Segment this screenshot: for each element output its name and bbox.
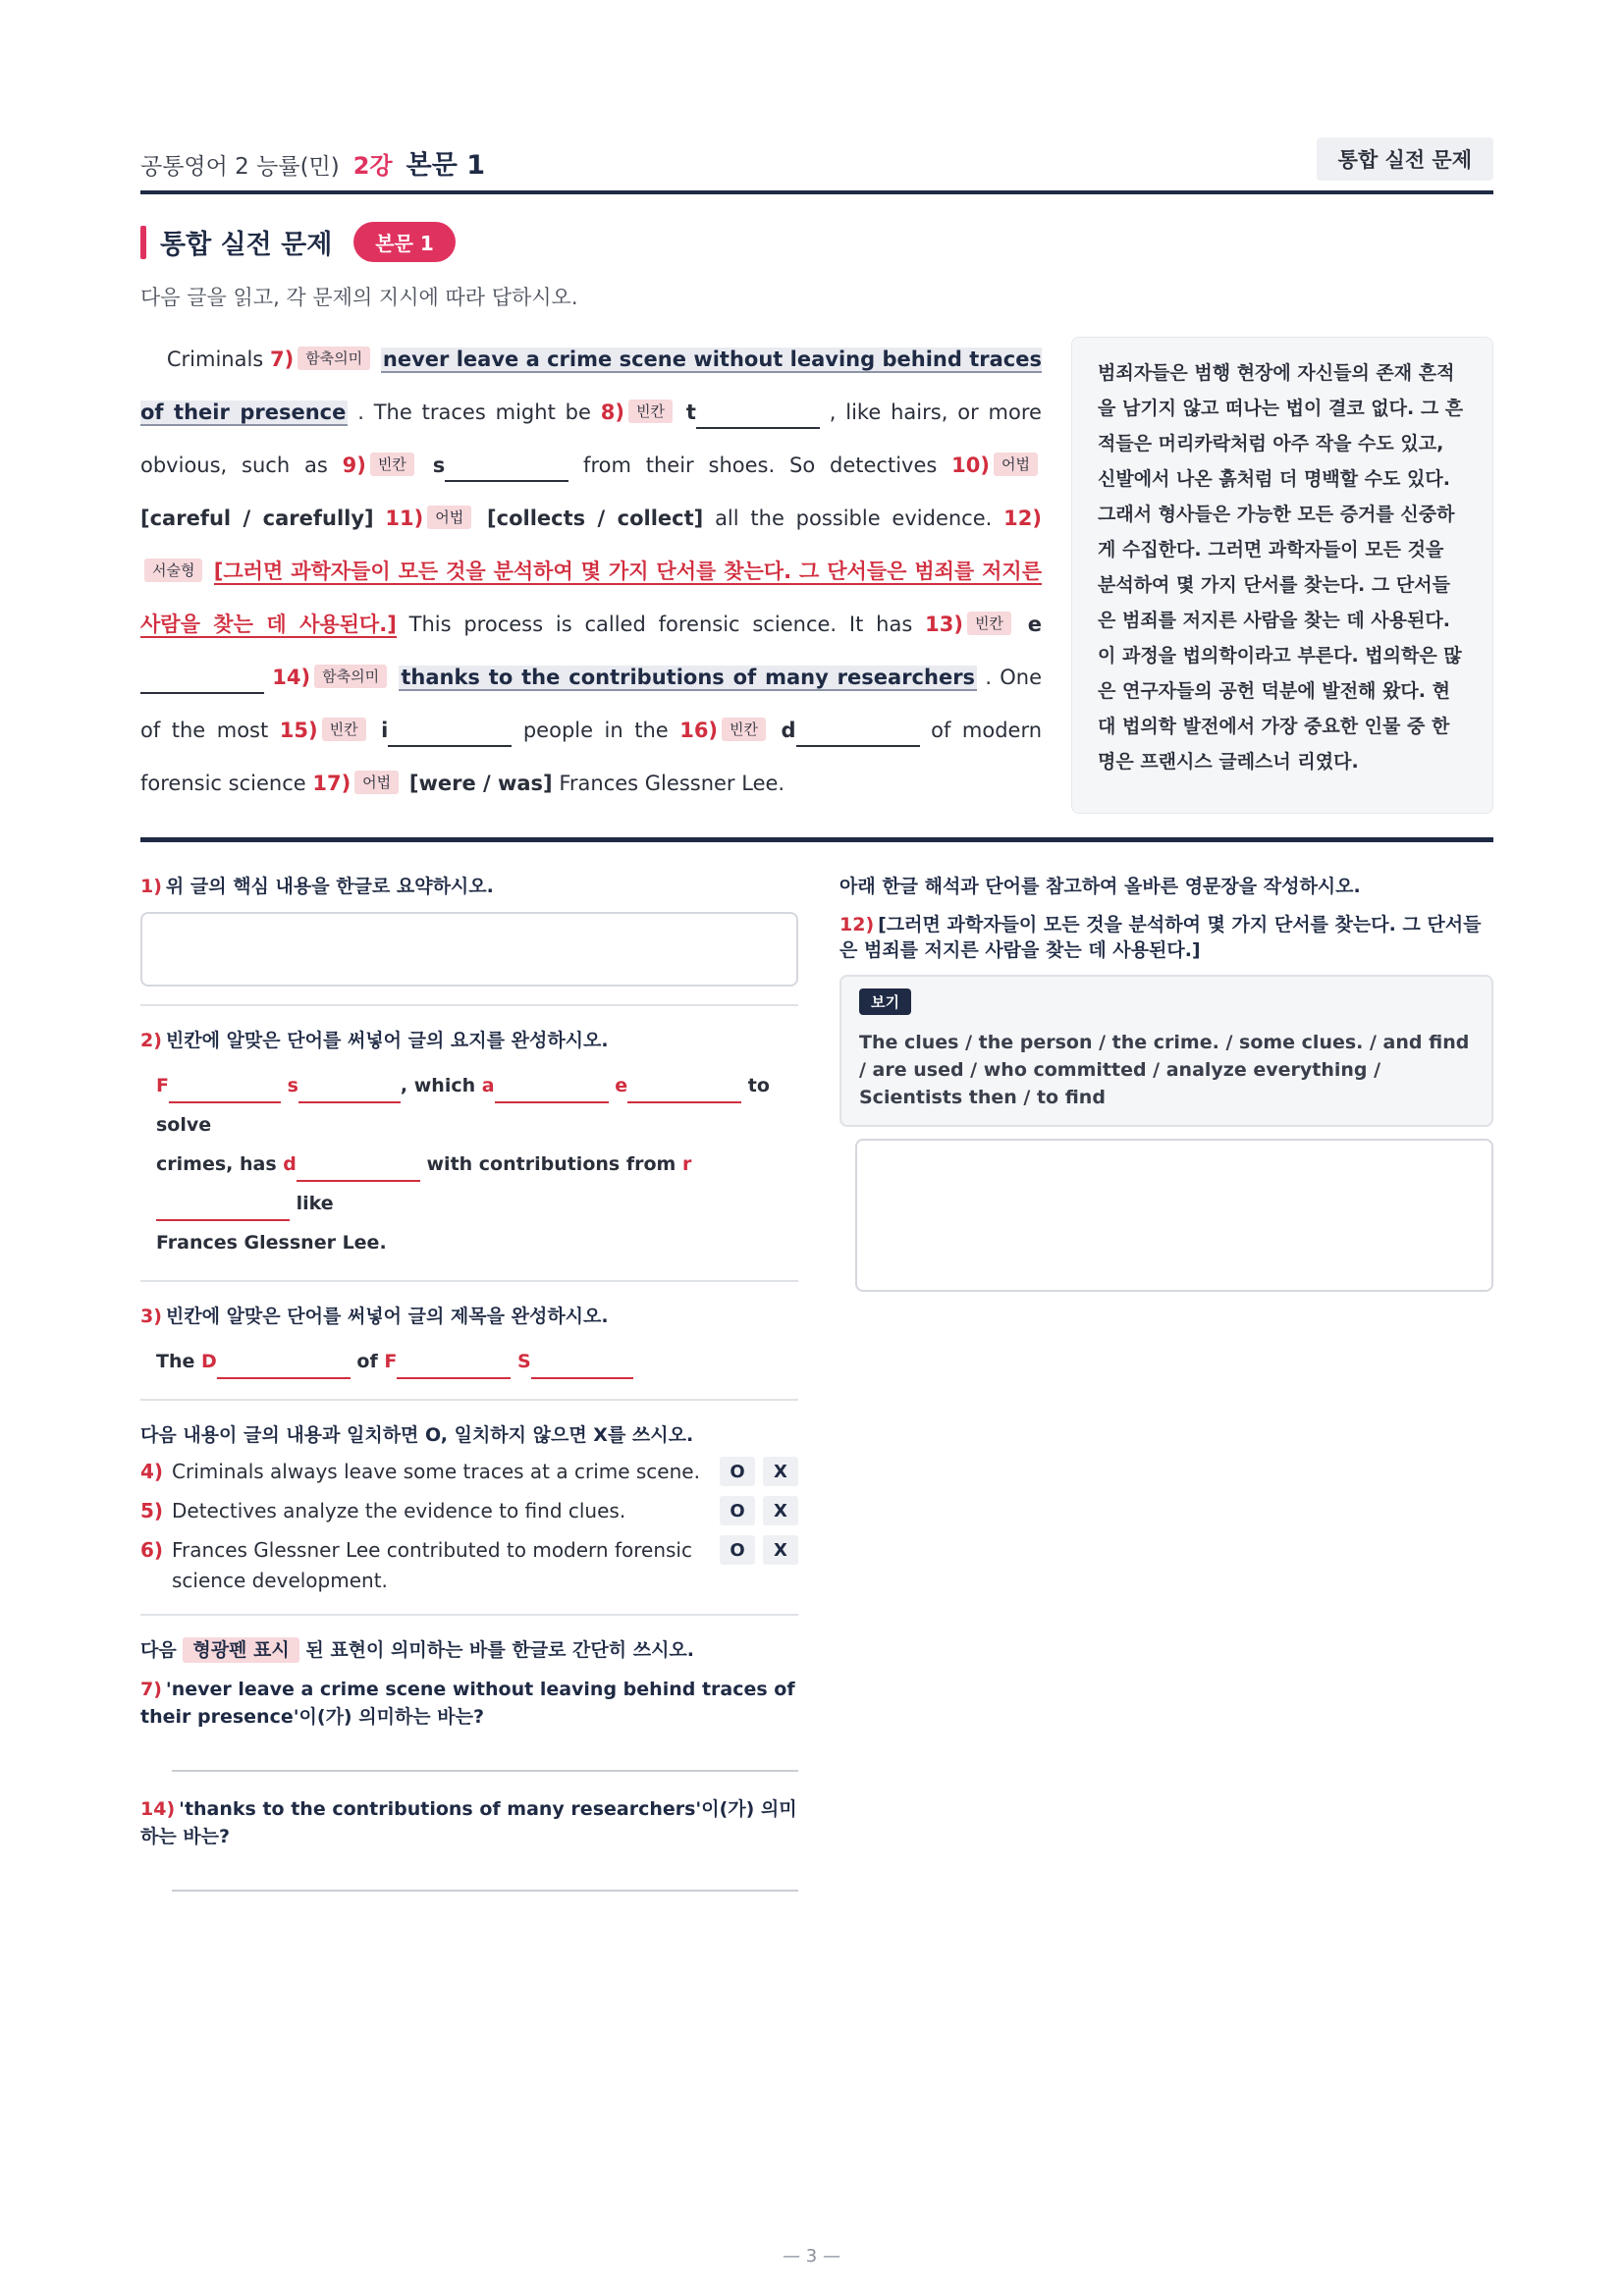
grammar-options[interactable]: [collects / collect] [487,507,704,530]
question-tag: 빈칸 [967,612,1011,635]
ox-statement: Criminals always leave some traces at a crime scene. [172,1460,700,1483]
blank-line[interactable] [696,405,820,429]
ox-instruction: 다음 내용이 글의 내용과 일치하면 O, 일치하지 않으면 X를 쓰시오. [140,1424,694,1446]
section-name: 통합 실전 문제 [160,230,333,260]
question-14 [140,1795,798,1850]
passage-span: people in the [522,719,669,742]
passage-span: This process is called forensic science. It has [408,613,913,636]
o-choice[interactable]: O [720,1457,755,1486]
divider [140,1399,798,1401]
fill-text: , which [400,1075,476,1096]
breadcrumb [140,143,485,182]
question-1 [140,872,798,898]
worksheet-page [140,137,1493,1892]
question-number: 16) [679,719,719,742]
passage-span: . The traces might be [357,400,591,424]
question-number: 6) [140,1538,164,1562]
blank-line[interactable] [217,1356,351,1379]
questions-area [140,872,1493,1892]
highlight-phrase: thanks to the contributions of many researchers [401,666,976,689]
blank-initial: s [432,454,446,477]
grammar-options[interactable]: [careful / carefully] [140,507,374,530]
blank-line[interactable] [298,1080,401,1103]
ox-item [140,1535,798,1596]
passage-text [140,333,1042,814]
accent-bar [140,226,146,259]
word-bank-tag: 보기 [859,988,911,1015]
blank-initial: d [781,719,796,742]
word-bank-text: The clues / the person / the crime. / some clues. / and find / are used / who committed / analyze everything / Scientists then / to find [859,1032,1470,1108]
question-number: 11) [385,507,424,530]
title-fill-in [140,1342,798,1381]
ox-item [140,1457,798,1487]
korean-target-sentence: [그러면 과학자들이 모든 것을 분석하여 몇 가지 단서를 찾는다. 그 단서들은 범죄를 저지른 사람을 찾는 데 사용된다.] [140,560,1042,636]
blank-line[interactable] [397,1356,511,1379]
passage-span: , like hairs, or more obvious, such as [140,400,1042,477]
fill-text: with contributions from [426,1153,676,1175]
question-text: 'thanks to the contributions of many researchers'이(가) 의미하는 바는? [140,1798,797,1847]
question-tag: 함축의미 [314,665,387,688]
question-number: 5) [140,1499,164,1522]
question-text: 빈칸에 알맞은 단어를 써넣어 글의 요지를 완성하시오. [165,1030,609,1051]
question-tag: 함축의미 [298,347,370,370]
question-number: 12) [1003,507,1042,530]
ox-list [140,1457,798,1596]
fill-text: like [296,1193,334,1214]
blank-initial: e [1027,613,1042,636]
instruction-text: 다음 [140,1639,177,1661]
divider [140,1614,798,1616]
question-number: 4) [140,1460,164,1483]
x-choice[interactable]: X [763,1496,798,1525]
blank-initial: F [384,1351,398,1372]
ox-statement: Detectives analyze the evidence to find clues. [172,1499,626,1522]
blank-initial: d [283,1153,297,1175]
section-pill: 본문 1 [353,222,456,262]
x-choice[interactable]: X [763,1535,798,1565]
divider [140,1280,798,1282]
question-tag: 어법 [427,506,471,529]
instruction: 다음 글을 읽고, 각 문제의 지시에 따라 답하시오. [140,286,578,309]
question-2 [140,1026,798,1052]
questions-left [140,872,798,1892]
question-number: 12) [839,914,875,935]
ox-item [140,1496,798,1526]
passage-span: all the possible evidence. [715,507,993,530]
question-number: 2) [140,1030,162,1051]
blank-line[interactable] [627,1080,741,1103]
fill-text: Frances Glessner Lee. [156,1232,387,1254]
blank-line[interactable] [495,1080,609,1103]
passage-span: of modern forensic science [140,719,1043,795]
blank-initial: r [681,1153,692,1175]
section-title [140,222,1493,262]
divider [140,1004,798,1006]
lesson-label: 2강 [352,152,393,180]
blank-initial: i [381,719,389,742]
blank-line[interactable] [445,458,568,482]
question-tag: 어법 [994,453,1038,476]
highlight-phrase: never leave a crime scene without leaving behind traces of their presence [140,347,1043,424]
answer-line[interactable] [172,1770,798,1772]
blank-initial: s [287,1075,298,1096]
questions-right [839,872,1493,1892]
blank-line[interactable] [297,1158,420,1182]
question-tag: 빈칸 [722,718,766,741]
blank-line[interactable] [388,723,512,747]
highlight-instruction [140,1635,798,1662]
question-number: 14) [272,666,311,689]
passage-span: from their shoes. So detectives [583,454,938,477]
question-text: [그러면 과학자들이 모든 것을 분석하여 몇 가지 단서를 찾는다. 그 단서들은 범죄를 저지른 사람을 찾는 데 사용된다.] [839,914,1482,961]
gist-fill-in [140,1066,798,1262]
question-number: 15) [279,719,318,742]
subject-label: 공통영어 2 능률(민) [140,154,340,180]
question-number: 7) [140,1679,162,1700]
question-number: 3) [140,1306,162,1327]
question-7 [140,1676,798,1731]
fill-text: crimes, has [156,1153,277,1175]
sentence-answer-box[interactable] [855,1139,1493,1292]
question-number: 13) [925,613,963,636]
fill-text: The [156,1351,195,1372]
instruction-text: 된 표현이 의미하는 바를 한글로 간단히 쓰시오. [305,1639,694,1661]
blank-initial: a [481,1075,495,1096]
page-header [140,137,1493,194]
blank-line[interactable] [156,1198,290,1221]
blank-initial: e [615,1075,628,1096]
question-text: 위 글의 핵심 내용을 한글로 요약하시오. [165,876,494,897]
blank-line[interactable] [796,723,920,747]
x-choice[interactable]: X [763,1457,798,1486]
fill-text: to solve [156,1075,770,1136]
question-tag: 빈칸 [628,400,673,423]
blank-initial: t [685,400,696,424]
page-number: — 3 — [783,2246,840,2267]
passage-row [140,333,1493,814]
question-tag: 빈칸 [370,453,414,476]
passage-span: Frances Glessner Lee. [559,772,785,795]
fill-text: of [356,1351,378,1372]
question-number: 14) [140,1798,176,1820]
word-bank [839,975,1493,1127]
blank-line[interactable] [169,1080,281,1103]
section-divider [140,837,1493,842]
question-number: 1) [140,876,162,897]
question-number: 7) [269,347,295,371]
question-number: 8) [600,400,624,424]
blank-initial: D [201,1351,217,1372]
passage-span: . One of the most [140,666,1043,742]
summary-answer-box[interactable] [140,912,798,987]
grammar-options[interactable]: [were / was] [408,772,553,795]
blank-line[interactable] [140,670,264,694]
question-text: 'never leave a crime scene without leaving behind traces of their presence'이(가) 의미하는 바는? [140,1679,795,1728]
blank-line[interactable] [531,1356,633,1379]
passage-span: Criminals [166,347,264,371]
o-choice[interactable]: O [720,1496,755,1525]
highlight-pill: 형광펜 표시 [183,1637,298,1663]
question-number: 17) [312,772,352,795]
question-number: 9) [342,454,366,477]
question-tag: 서술형 [144,559,202,582]
question-number: 10) [951,454,990,477]
writing-instruction: 아래 한글 해석과 단어를 참고하여 올바른 영문장을 작성하시오. [839,876,1361,897]
ox-statement: Frances Glessner Lee contributed to modern forensic science development. [172,1538,692,1592]
o-choice[interactable]: O [720,1535,755,1565]
blank-initial: F [156,1075,169,1096]
question-3 [140,1302,798,1328]
header-badge: 통합 실전 문제 [1317,137,1493,181]
blank-initial: S [516,1351,531,1372]
question-12 [839,912,1493,963]
question-tag: 빈칸 [322,718,366,741]
section-label: 본문 1 [406,150,485,181]
answer-line[interactable] [172,1890,798,1892]
korean-translation: 범죄자들은 범행 현장에 자신들의 존재 흔적을 남기지 않고 떠나는 법이 결코 없다. 그 흔적들은 머리카락처럼 아주 작을 수도 있고, 신발에서 나온 흙처럼 더 명백할 수도 있다. 그래서 형사들은 가능한 모든 증거를 신중하게 수집한다. 그러면 과학자들이 모든 것을 분석하여 몇 가지 단서를 찾는다. 그 단서들은 범죄를 저지른 사람을 찾는 데 사용된다. 이 과정을 법의학이라고 부른다. 법의학은 많은 연구자들의 공헌 덕분에 발전해 왔다. 현대 법의학 발전에서 가장 중요한 인물 중 한 명은 프랜시스 글레스너 리였다. [1071,337,1493,814]
question-tag: 어법 [354,771,399,794]
question-text: 빈칸에 알맞은 단어를 써넣어 글의 제목을 완성하시오. [165,1306,609,1327]
